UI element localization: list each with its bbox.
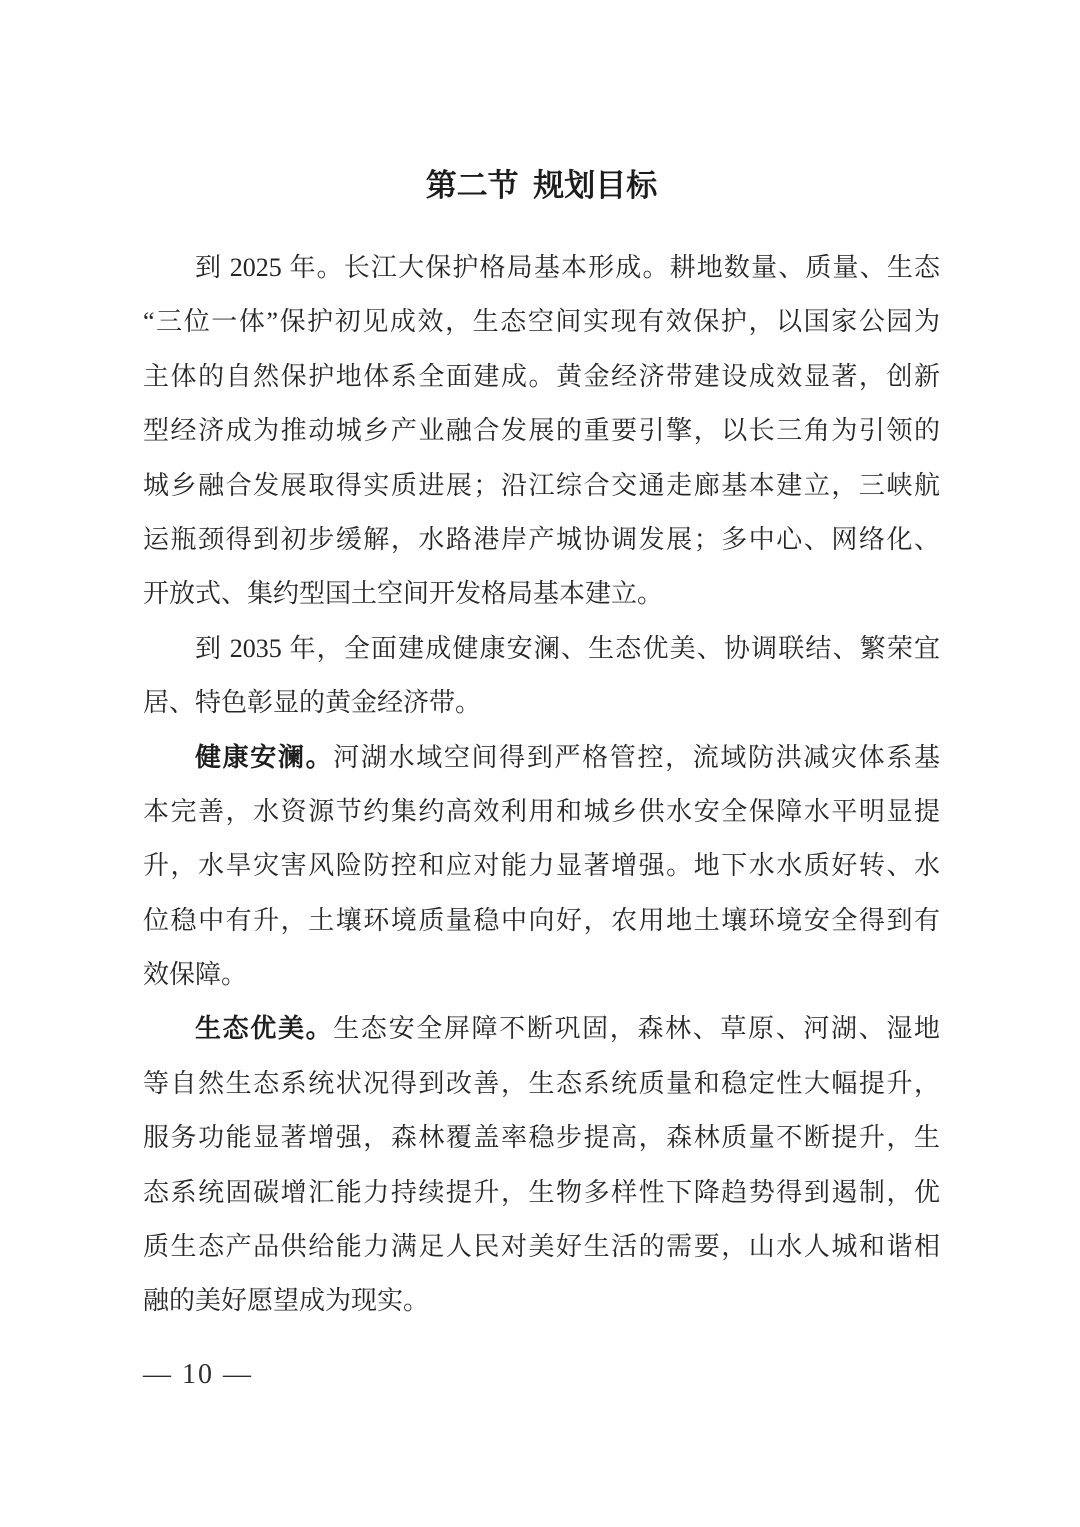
body-line: 位稳中有升，土壤环境质量稳中向好，农用地土壤环境安全得到有 (143, 905, 940, 935)
body-line: 等自然生态系统状况得到改善，生态系统质量和稳定性大幅提升， (143, 1068, 940, 1098)
body-line: 效保障。 (143, 960, 248, 990)
body-line: “三位一体”保护初见成效，生态空间实现有效保护，以国家公园为 (143, 307, 940, 337)
body-line: 融的美好愿望成为现实。 (143, 1286, 430, 1316)
body-line: 居、特色彰显的黄金经济带。 (143, 688, 482, 718)
body-line: 服务功能显著增强，森林覆盖率稳步提高，森林质量不断提升，生 (143, 1123, 940, 1153)
body-line: 质生态产品供给能力满足人民对美好生活的需要，山水人城和谐相 (143, 1232, 940, 1262)
body-line: 到 2025 年。长江大保护格局基本形成。耕地数量、质量、生态 (195, 253, 940, 282)
paragraph-lead: 生态优美。 (195, 1014, 334, 1044)
body-line: 型经济成为推动城乡产业融合发展的重要引擎，以长三角为引领的 (143, 416, 940, 446)
page-number: — 10 — (143, 1359, 253, 1390)
body-line: 到 2035 年，全面建成健康安澜、生态优美、协调联结、繁荣宜 (195, 633, 940, 663)
body-line: 态系统固碳增汇能力持续提升，生物多样性下降趋势得到遏制，优 (143, 1177, 940, 1207)
paragraph-lead: 健康安澜。 (195, 742, 334, 772)
document-body (143, 241, 940, 1329)
body-line: 开放式、集约型国土空间开发格局基本建立。 (143, 579, 664, 609)
body-line: 升，水旱灾害风险防控和应对能力显著增强。地下水水质好转、水 (143, 851, 940, 881)
body-line: 本完善，水资源节约集约高效利用和城乡供水安全保障水平明显提 (143, 796, 940, 826)
body-line: 主体的自然保护地体系全面建成。黄金经济带建设成效显著，创新 (143, 361, 940, 391)
body-line: 运瓶颈得到初步缓解，水路港岸产城协调发展；多中心、网络化、 (143, 524, 940, 554)
body-line: 生态优美。生态安全屏障不断巩固，森林、草原、河湖、湿地 (195, 1014, 940, 1044)
body-line: 城乡融合发展取得实质进展；沿江综合交通走廊基本建立，三峡航 (143, 470, 940, 500)
body-line: 健康安澜。河湖水域空间得到严格管控，流域防洪减灾体系基 (195, 742, 940, 772)
section-title: 第二节 规划目标 (425, 168, 658, 203)
